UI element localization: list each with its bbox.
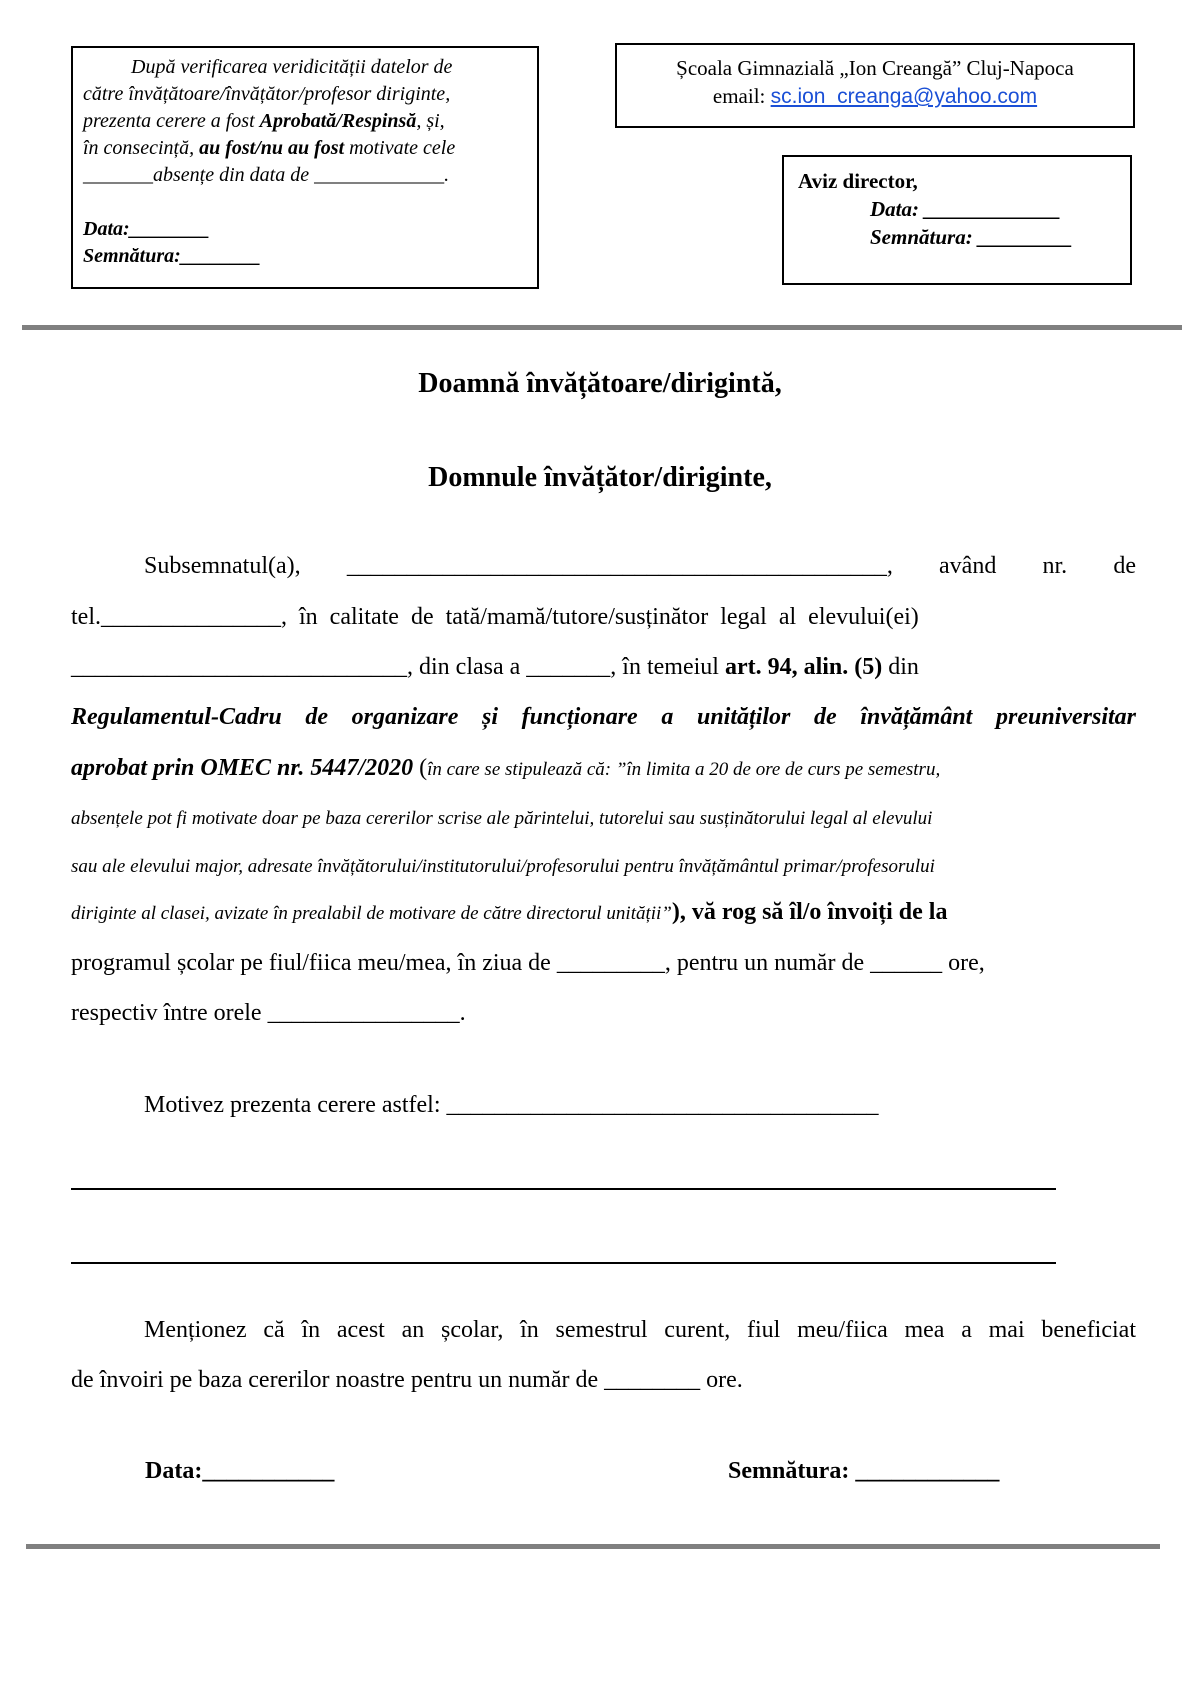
verification-line-4 xyxy=(83,135,527,162)
body-line-8 xyxy=(71,899,1136,926)
mention-line-1: Menționez că în acest an școlar, în semestrul curent, fiul meu/fiica mea a mai beneficiat xyxy=(144,1317,1136,1343)
body-line-9-end: ore, xyxy=(942,950,985,976)
body-line-10-end: . xyxy=(459,1000,466,1026)
verification-box xyxy=(71,46,539,289)
footer-date-blank[interactable]: ___________ xyxy=(202,1458,335,1484)
body-line-2-mid: , în calitate de xyxy=(281,604,446,630)
body-line-3-mid2: , în temeiul xyxy=(610,654,725,680)
body-line-2-start: tel. xyxy=(71,604,101,630)
greeting-male: Domnule învățător/diriginte, xyxy=(428,462,772,493)
student-name-blank[interactable]: ____________________________ xyxy=(71,654,407,680)
quote-line-3: sau ale elevului major, adresate învățătorului/institutorului/profesorului pentru învățământul primar/profesorului xyxy=(71,856,935,877)
body-line-3-end: din xyxy=(882,654,919,680)
footer-signature-field[interactable] xyxy=(728,1458,999,1485)
phone-blank[interactable]: _______________ xyxy=(101,604,281,630)
footer-signature-blank[interactable]: ____________ xyxy=(855,1458,1000,1484)
regulation-title: Regulamentul-Cadru de organizare și funcționare a unităților de învățământ preuniversitar xyxy=(71,704,1136,730)
body-line-3-mid: , din clasa a xyxy=(407,654,527,680)
motivation-status-text: au fost/nu au fost xyxy=(199,137,345,159)
director-approval-title: Aviz director, xyxy=(798,169,918,193)
body-line-9-mid: , pentru un număr de xyxy=(664,950,871,976)
body-line-3 xyxy=(71,654,1136,681)
body-line-10-start: respectiv între orele xyxy=(71,1000,268,1026)
reason-blank-line-3[interactable] xyxy=(71,1262,1056,1264)
hours-interval-blank[interactable]: ________________ xyxy=(267,1000,460,1026)
body-line-9-start: programul școlar pe fiul/fiica meu/mea, în ziua de xyxy=(71,950,557,976)
reason-blank-line-2[interactable] xyxy=(71,1188,1056,1190)
verification-line-2: către învățătoare/învățător/profesor diriginte, xyxy=(83,83,451,105)
verification-signature-field[interactable]: Semnătura:________ xyxy=(83,245,261,267)
verification-line-1: După verificarea veridicității datelor de xyxy=(131,56,453,78)
mention-line-2-start: de învoiri pe baza cererilor noastre pentru un număr de xyxy=(71,1367,605,1393)
omec-reference: aprobat prin OMEC nr. 5447/2020 xyxy=(71,755,414,781)
day-blank[interactable]: _________ xyxy=(556,950,665,976)
parent-name-blank[interactable]: _____________________________________________ xyxy=(346,553,887,579)
reason-blank[interactable]: ____________________________________ xyxy=(446,1092,879,1118)
top-divider xyxy=(22,325,1182,330)
verification-line-5: _______absențe din data de _____________. xyxy=(83,164,450,186)
verification-line-3-post: , și, xyxy=(416,110,445,132)
footer-signature-label: Semnătura: xyxy=(728,1458,856,1484)
school-info-box xyxy=(615,43,1135,128)
article-reference: art. 94, alin. (5) xyxy=(724,654,883,680)
reason-label: Motivez prezenta cerere astfel: xyxy=(144,1092,447,1118)
hours-count-blank[interactable]: ______ xyxy=(870,950,943,976)
director-signature-field[interactable]: Semnătura: _________ xyxy=(870,225,1073,249)
footer-date-field[interactable] xyxy=(145,1458,334,1485)
greeting-female: Doamnă învățătoare/dirigintă, xyxy=(418,368,782,399)
school-email-line xyxy=(617,82,1133,111)
body-line-2-end: legal al elevului(ei) xyxy=(708,604,919,630)
guardian-role-text: tată/mamă/tutore/susținător xyxy=(445,604,709,630)
verification-date-field[interactable]: Data:________ xyxy=(83,218,210,240)
director-date-field[interactable]: Data: _____________ xyxy=(870,197,1061,221)
email-label: email: xyxy=(712,84,771,108)
body-line-10 xyxy=(71,1000,1136,1027)
school-name: Școala Gimnazială „Ion Creangă” Cluj-Napoca xyxy=(676,56,1074,80)
school-email-link[interactable]: sc.ion_creanga@yahoo.com xyxy=(770,85,1038,108)
bottom-divider xyxy=(26,1544,1160,1549)
class-blank[interactable]: _______ xyxy=(526,654,611,680)
previous-hours-blank[interactable]: ________ xyxy=(604,1367,701,1393)
body-line-5 xyxy=(71,755,1136,782)
body-line-1-start: Subsemnatul(a), xyxy=(144,553,347,579)
director-approval-box xyxy=(782,155,1132,285)
body-line-8-end: ), vă rog să îl/o învoiți de la xyxy=(671,899,948,925)
quote-line-2: absențele pot fi motivate doar pe baza cererilor scrise ale părintelui, tutorelui sau susținătorului legal al elevului xyxy=(71,808,933,829)
verification-line-3-pre: prezenta cerere a fost xyxy=(83,110,260,132)
body-line-2 xyxy=(71,604,1136,631)
body-line-1 xyxy=(71,553,1136,580)
mention-line-2-end: ore. xyxy=(700,1367,743,1393)
quote-line-4: diriginte al clasei, avizate în prealabil de motivare de către directorul unității” xyxy=(71,903,672,924)
verification-line-4-post: motivate cele xyxy=(344,137,456,159)
verification-line-4-pre: în consecință, xyxy=(83,137,200,159)
body-line-5-paren: ( xyxy=(413,755,428,781)
verification-line-3 xyxy=(83,108,527,135)
mention-line-2 xyxy=(71,1367,1136,1394)
reason-line xyxy=(71,1092,1136,1119)
approval-status-text: Aprobată/Respinsă xyxy=(259,110,417,132)
footer-date-label: Data: xyxy=(145,1458,203,1484)
body-line-9 xyxy=(71,950,1136,977)
body-line-1-end: , având nr. de xyxy=(886,553,1137,579)
quote-line-1: în care se stipulează că: ”în limita a 20 de ore de curs pe semestru, xyxy=(427,759,941,780)
